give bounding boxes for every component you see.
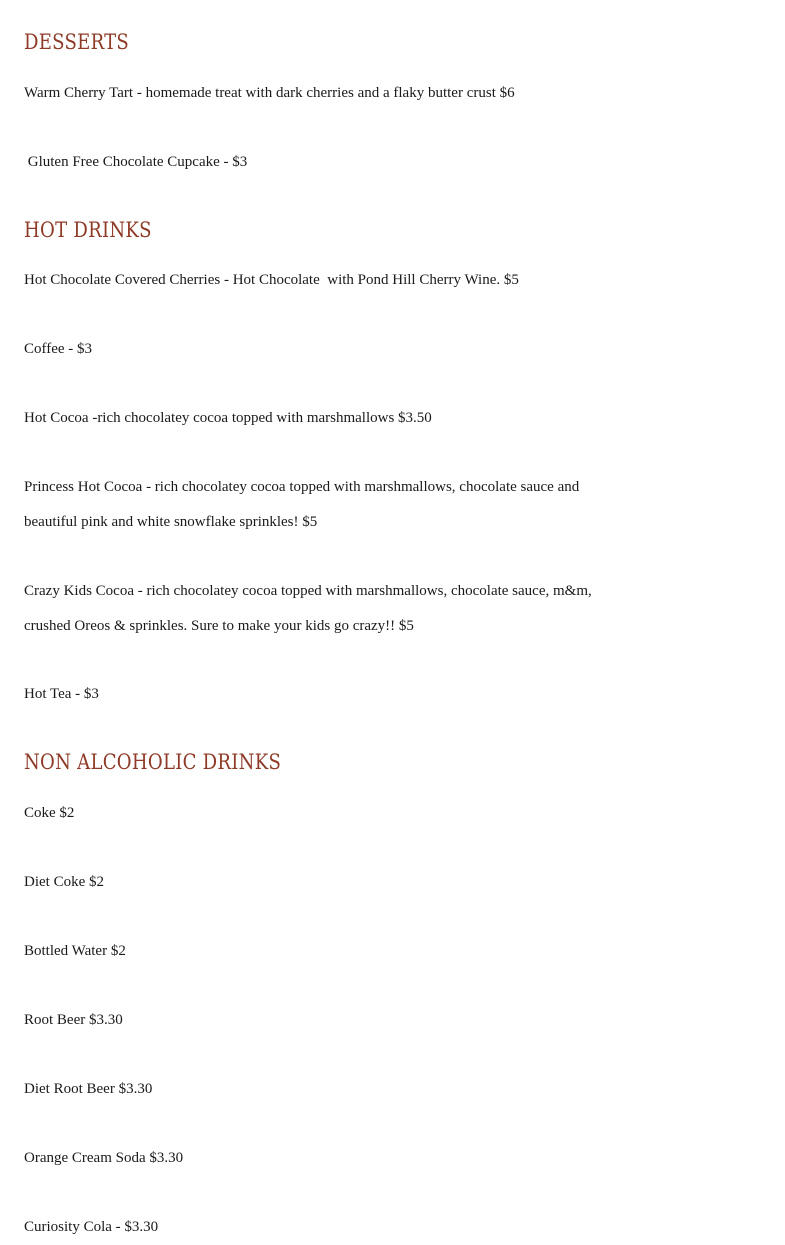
menu-item-gluten-free-cupcake: Gluten Free Chocolate Cupcake - $3 — [24, 154, 248, 170]
menu-item-line: Crazy Kids Cocoa - rich chocolatey cocoa topped with marshmallows, chocolate sauce, m&m, — [24, 583, 592, 599]
menu-item-coffee: Coffee - $3 — [24, 341, 93, 357]
menu-item-curiosity-cola: Curiosity Cola - $3.30 — [24, 1219, 159, 1235]
menu-item-diet-root-beer: Diet Root Beer $3.30 — [24, 1081, 153, 1097]
menu-item-hot-cocoa: Hot Cocoa -rich chocolatey cocoa topped with marshmallows $3.50 — [24, 410, 432, 426]
menu-item-line: beautiful pink and white snowflake sprinkles! $5 — [24, 513, 318, 530]
menu-item-princess-hot-cocoa — [24, 470, 579, 539]
menu-item-orange-cream-soda: Orange Cream Soda $3.30 — [24, 1150, 184, 1166]
menu-item-crazy-kids-cocoa — [24, 574, 592, 643]
section-title-desserts: DESSERTS — [24, 30, 130, 54]
menu-item-hot-chocolate-covered-cherries: Hot Chocolate Covered Cherries - Hot Chocolate with Pond Hill Cherry Wine. $5 — [24, 272, 519, 288]
menu-item-root-beer: Root Beer $3.30 — [24, 1012, 123, 1028]
menu-item-warm-cherry-tart: Warm Cherry Tart - homemade treat with dark cherries and a flaky butter crust $6 — [24, 85, 515, 101]
menu-item-coke: Coke $2 — [24, 805, 75, 821]
menu-item-diet-coke: Diet Coke $2 — [24, 874, 104, 890]
section-title-non-alcoholic-drinks: NON ALCOHOLIC DRINKS — [24, 750, 282, 774]
menu-item-line: Princess Hot Cocoa - rich chocolatey cocoa topped with marshmallows, chocolate sauce and — [24, 479, 580, 495]
menu-item-hot-tea: Hot Tea - $3 — [24, 686, 99, 702]
menu-item-line: crushed Oreos & sprinkles. Sure to make your kids go crazy!! $5 — [24, 617, 414, 634]
menu-item-bottled-water: Bottled Water $2 — [24, 943, 126, 959]
section-title-hot-drinks: HOT DRINKS — [24, 218, 152, 242]
